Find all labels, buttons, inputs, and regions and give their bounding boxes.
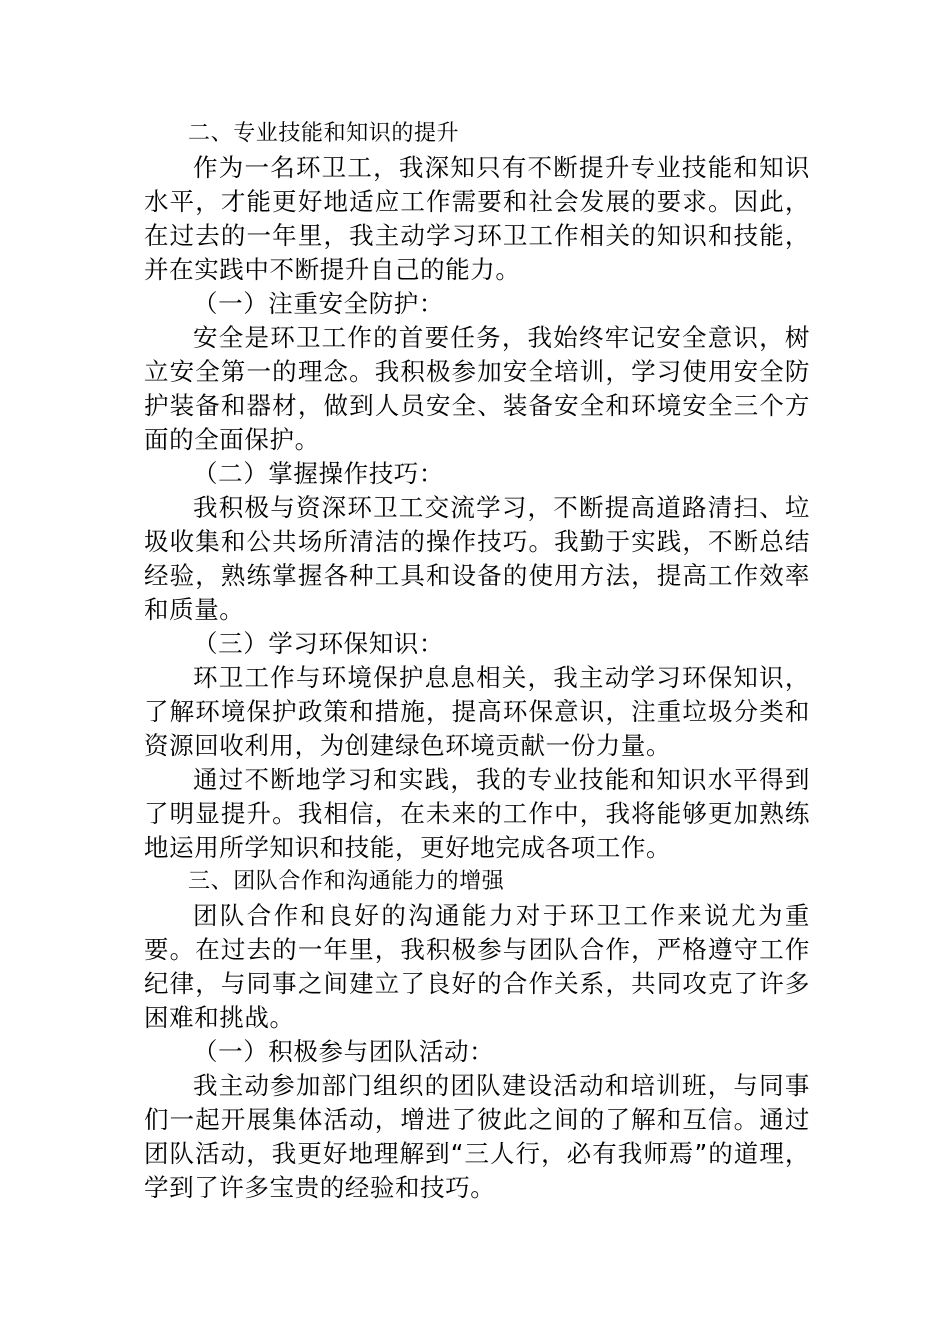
body-paragraph: 我积极与资深环卫工交流学习，不断提高道路清扫、垃圾收集和公共场所清洁的操作技巧。我勤于实践，不断总结经验，熟练掌握各种工具和设备的使用方法，提高工作效率和质量。 <box>144 493 810 624</box>
subsection-heading: （三）学习环保知识： <box>193 629 444 658</box>
subsection-heading: （一）注重安全防护： <box>193 289 444 318</box>
subsection-heading: （二）掌握操作技巧： <box>193 459 444 488</box>
body-paragraph: 团队合作和良好的沟通能力对于环卫工作来说尤为重要。在过去的一年里，我积极参与团队合作，严格遵守工作纪律，与同事之间建立了良好的合作关系，共同攻克了许多困难和挑战。 <box>144 901 810 1032</box>
section-heading: 二、专业技能和知识的提升 <box>188 121 460 146</box>
body-paragraph: 安全是环卫工作的首要任务，我始终牢记安全意识，树立安全第一的理念。我积极参加安全培训，学习使用安全防护装备和器材，做到人员安全、装备安全和环境安全三个方面的全面保护。 <box>144 323 810 454</box>
document-body <box>144 117 810 1205</box>
subsection-heading: （一）积极参与团队活动： <box>193 1037 495 1066</box>
body-paragraph: 通过不断地学习和实践，我的专业技能和知识水平得到了明显提升。我相信，在未来的工作中，我将能够更加熟练地运用所学知识和技能，更好地完成各项工作。 <box>144 765 810 862</box>
body-paragraph: 我主动参加部门组织的团队建设活动和培训班，与同事们一起开展集体活动，增进了彼此之间的了解和互信。通过团队活动，我更好地理解到“三人行，必有我师焉”的道理，学到了许多宝贵的经验和技巧。 <box>144 1071 810 1202</box>
section-heading: 三、团队合作和沟通能力的增强 <box>188 869 505 894</box>
body-paragraph: 作为一名环卫工，我深知只有不断提升专业技能和知识水平，才能更好地适应工作需要和社会发展的要求。因此，在过去的一年里，我主动学习环卫工作相关的知识和技能，并在实践中不断提升自己的能力。 <box>144 153 810 284</box>
body-paragraph: 环卫工作与环境保护息息相关，我主动学习环保知识，了解环境保护政策和措施，提高环保意识，注重垃圾分类和资源回收利用，为创建绿色环境贡献一份力量。 <box>144 663 810 760</box>
